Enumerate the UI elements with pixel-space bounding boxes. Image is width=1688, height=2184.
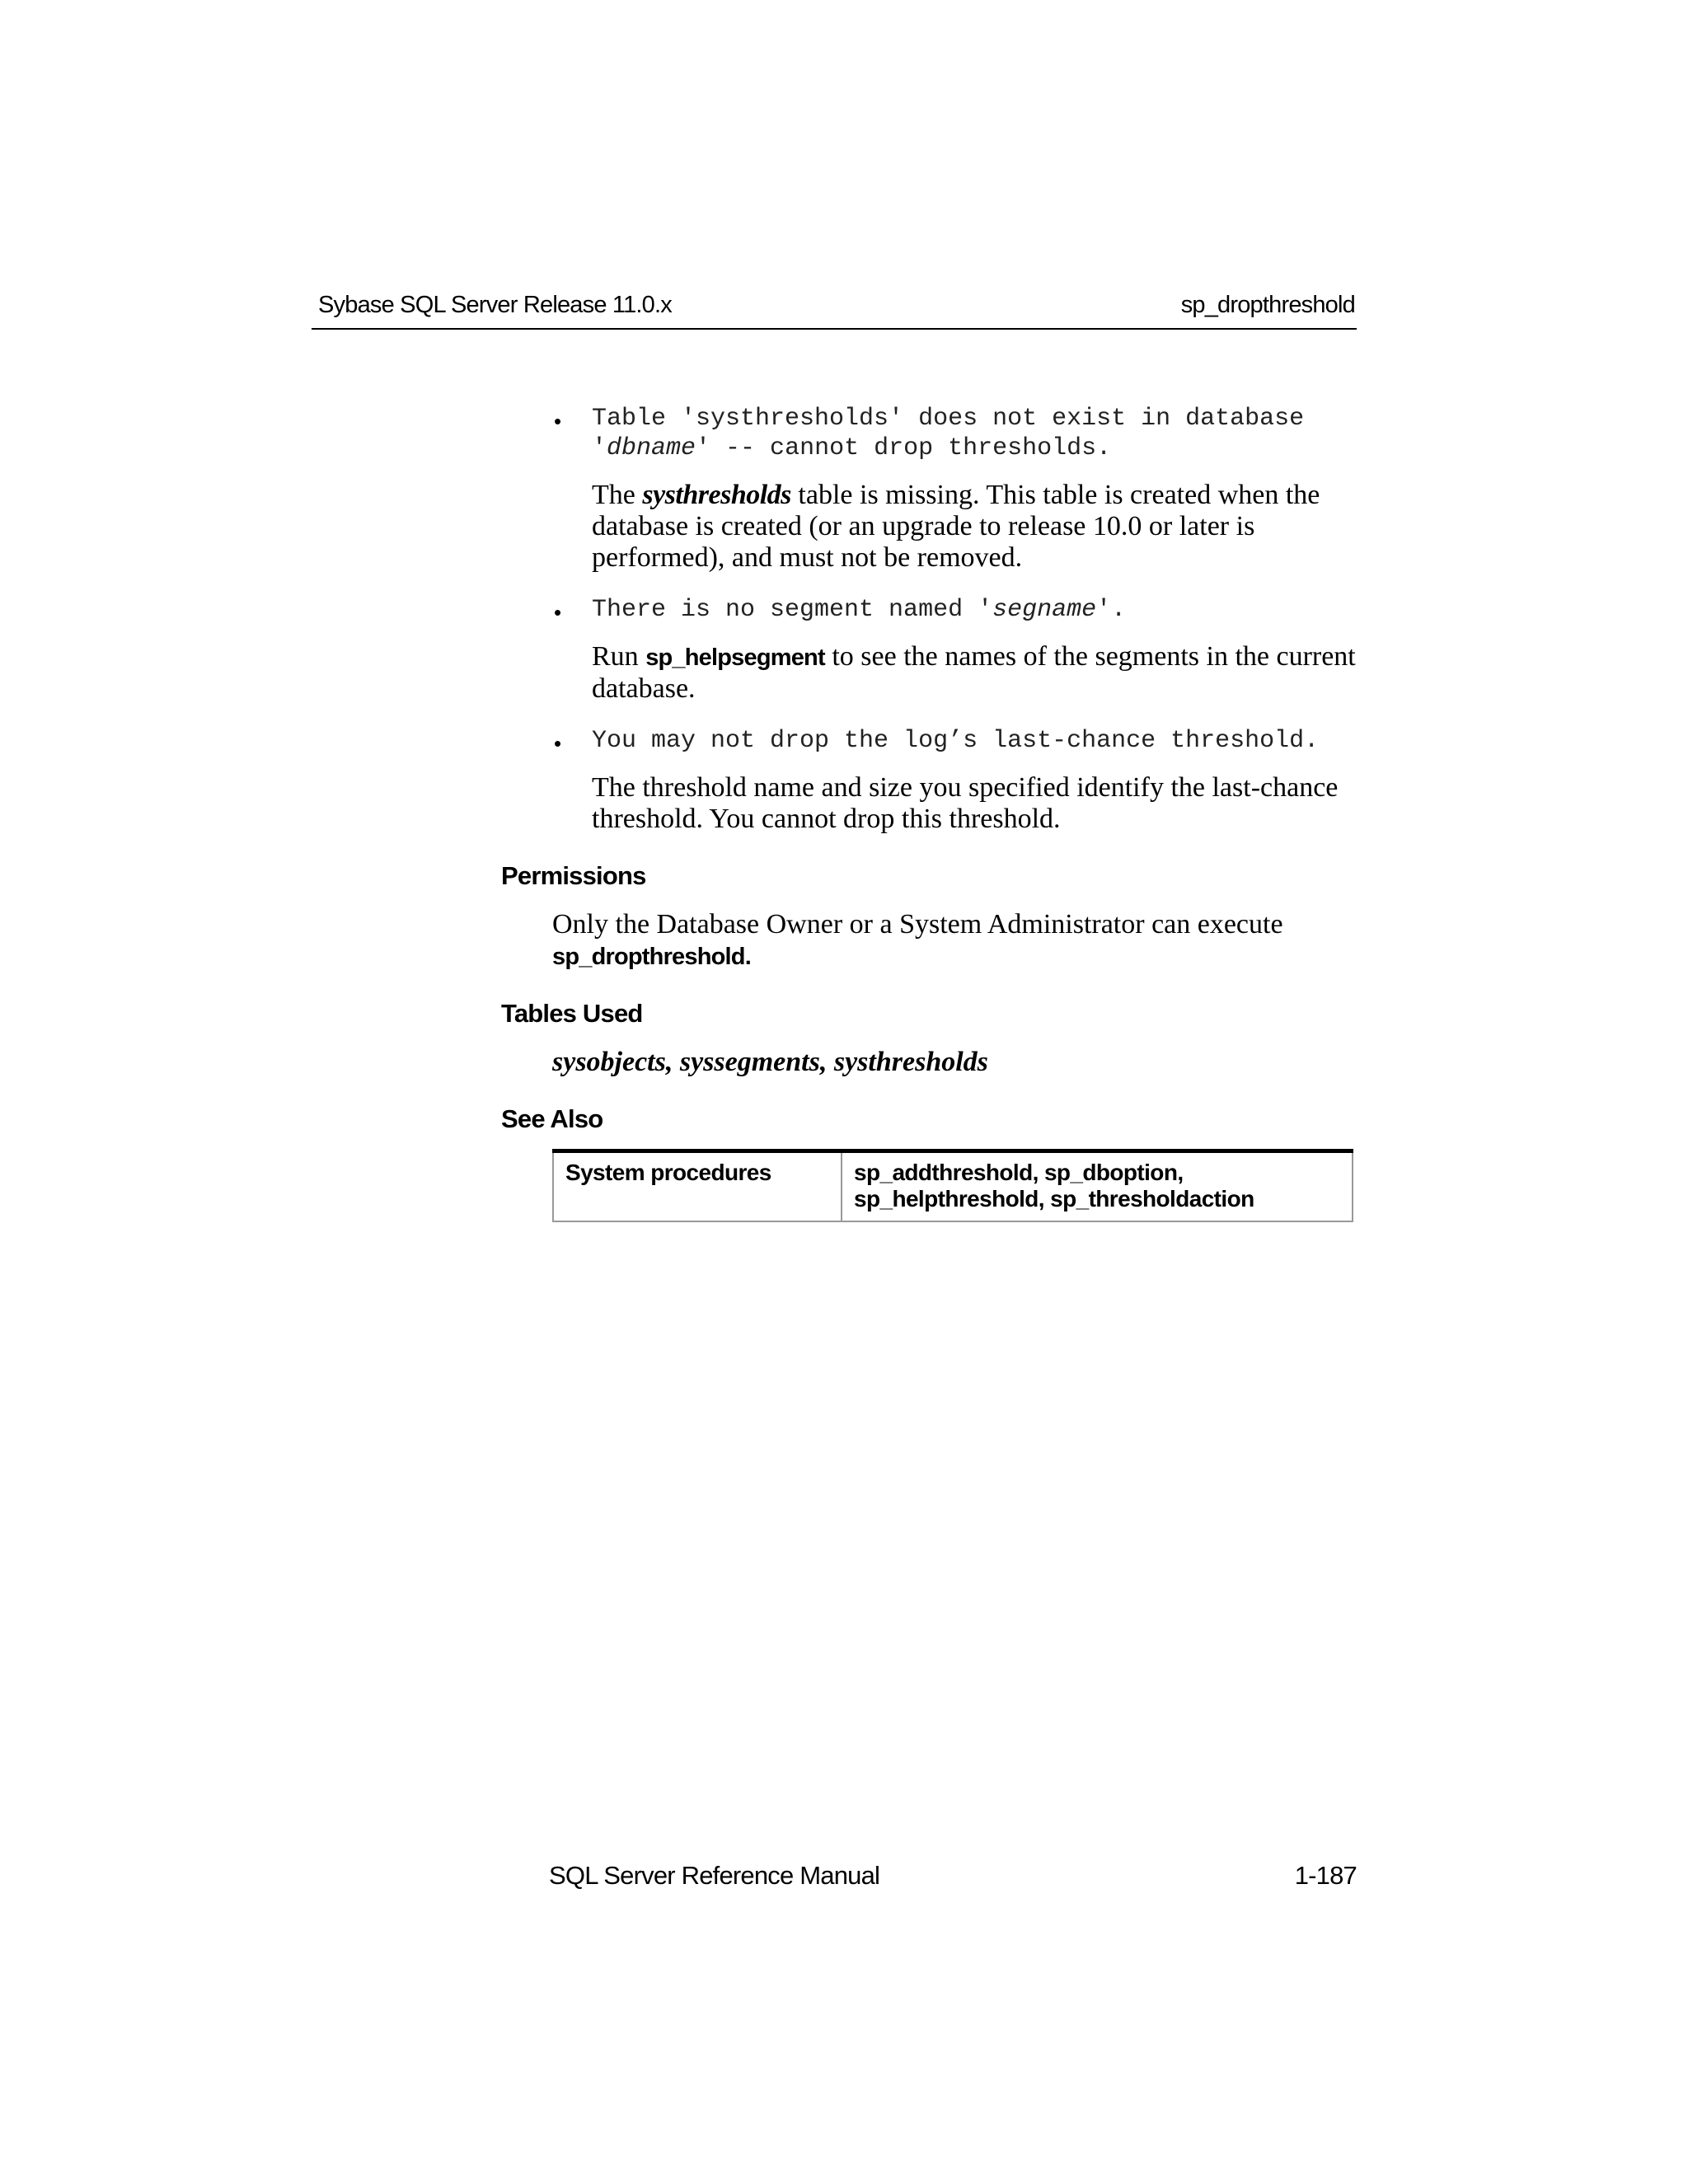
permissions-text: Only the Database Owner or a System Administrator can execute sp_dropthreshold. [552, 909, 1283, 970]
message-description: Run sp_helpsegment to see the names of the segments in the current database. [592, 641, 1356, 704]
header-release: Sybase SQL Server Release 11.0.x [318, 292, 672, 318]
page-header [312, 288, 1357, 330]
page-content [501, 404, 1367, 1222]
tables-used-list: sysobjects, syssegments, systhresholds [552, 1047, 988, 1077]
message-item [554, 404, 1367, 574]
table-row [553, 1151, 1353, 1222]
error-message: There is no segment named 'segname'. [592, 596, 1127, 624]
page-footer [549, 1861, 1357, 1891]
bullet: • [554, 600, 562, 625]
message-description: The systhresholds table is missing. This table is created when the database is created (or an upgrade to release 10.0 or later is performed), and must not be removed. [592, 480, 1320, 573]
message-item [554, 726, 1367, 835]
tables-used-heading: Tables Used [501, 999, 643, 1028]
error-message: Table 'systhresholds' does not exist in database 'dbname' -- cannot drop thresholds. [592, 405, 1305, 462]
bullet: • [554, 409, 562, 434]
see-also-table [552, 1149, 1353, 1222]
see-also-procedures: sp_addthreshold, sp_dboption, sp_helpthreshold, sp_thresholdaction [842, 1151, 1353, 1222]
bullet: • [554, 731, 562, 756]
permissions-heading: Permissions [501, 861, 646, 890]
message-item [554, 595, 1367, 705]
see-also-category: System procedures [553, 1151, 842, 1222]
header-procedure-name: sp_dropthreshold [1180, 292, 1355, 318]
page-number: 1-187 [1294, 1861, 1357, 1890]
see-also-heading: See Also [501, 1104, 603, 1133]
error-message: You may not drop the log’s last-chance threshold. [592, 727, 1320, 755]
footer-manual-title: SQL Server Reference Manual [549, 1861, 880, 1890]
message-description: The threshold name and size you specified identify the last-chance threshold. You cannot drop this threshold. [592, 772, 1339, 834]
